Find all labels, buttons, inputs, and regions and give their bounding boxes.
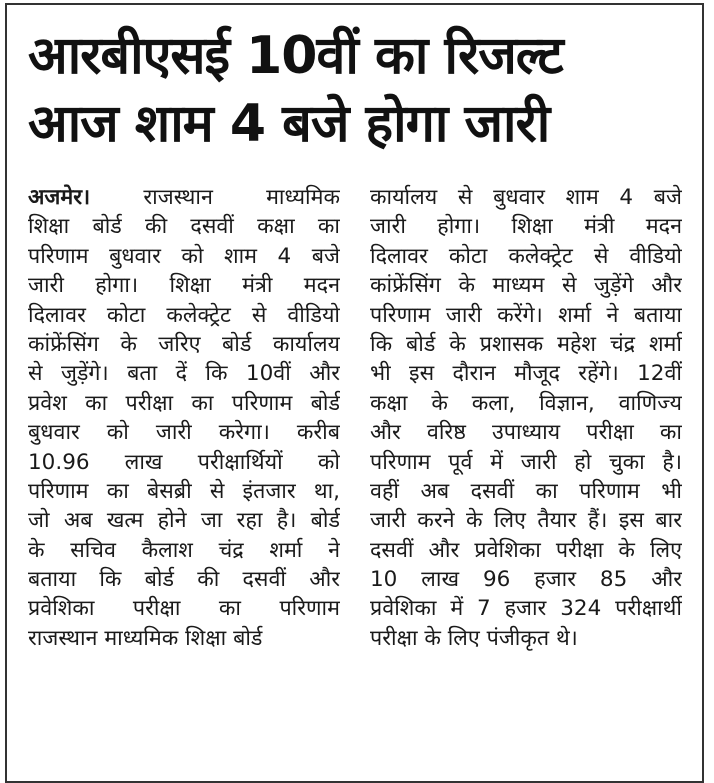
- text-line: [28, 565, 340, 594]
- text-line-content: प्रवेश का परीक्षा का परिणाम बोर्ड: [28, 390, 340, 416]
- text-line: [28, 242, 340, 271]
- text-line: [28, 330, 340, 359]
- text-line: [370, 212, 682, 241]
- text-line-content: परिणाम जारी करेंगे। शर्मा ने बताया: [370, 302, 682, 328]
- text-line: [370, 624, 682, 653]
- text-line-content: दिलावर कोटा कलेक्ट्रेट से वीडियो: [370, 243, 682, 269]
- text-line: [28, 594, 340, 623]
- text-line-content: कार्यालय से बुधवार शाम 4 बजे: [370, 185, 682, 210]
- text-line: [370, 418, 682, 447]
- text-line: [28, 212, 340, 241]
- text-line-content: दिलावर कोटा कलेक्ट्रेट से वीडियो: [28, 302, 340, 328]
- text-line: [28, 624, 340, 653]
- text-line: [28, 536, 340, 565]
- text-line-content: राजस्थान माध्यमिक: [90, 185, 340, 210]
- text-line: [370, 506, 682, 535]
- text-line-content: परीक्षा के लिए पंजीकृत थे।: [370, 625, 578, 651]
- text-line-content: प्रवेशिका में 7 हजार 324 परीक्षार्थी: [370, 596, 682, 622]
- text-line-content: 10.96 लाख परीक्षार्थियों को: [28, 449, 340, 475]
- text-line: [28, 183, 340, 212]
- text-line-content: और वरिष्ठ उपाध्याय परीक्षा का: [370, 420, 682, 446]
- text-line: [28, 271, 340, 300]
- text-line: [370, 271, 682, 300]
- headline-line-1: आरबीएसई 10वीं का रिजल्ट: [28, 26, 563, 86]
- headline: [28, 22, 688, 158]
- text-line: [28, 359, 340, 388]
- text-line-content: शिक्षा बोर्ड की दसवीं कक्षा का: [28, 214, 340, 240]
- text-line-content: कि बोर्ड के प्रशासक महेश चंद्र शर्मा: [370, 331, 682, 357]
- text-line-content: के सचिव कैलाश चंद्र शर्मा ने: [28, 537, 340, 563]
- text-line: [370, 536, 682, 565]
- text-line: [28, 477, 340, 506]
- text-line: [28, 389, 340, 418]
- text-line-content: कक्षा के कला, विज्ञान, वाणिज्य: [370, 390, 682, 416]
- headline-line-2: आज शाम 4 बजे होगा जारी: [28, 94, 550, 154]
- text-line: [370, 330, 682, 359]
- article-column-right: [370, 183, 682, 653]
- text-line: [370, 389, 682, 418]
- text-line-content: जारी करने के लिए तैयार हैं। इस बार: [370, 508, 682, 534]
- article-column-left: [28, 183, 340, 653]
- text-line-content: कांफ्रेंसिंग के जरिए बोर्ड कार्यालय: [28, 331, 340, 357]
- text-line-content: परिणाम का बेसब्री से इंतजार था,: [28, 478, 340, 504]
- text-line: [370, 448, 682, 477]
- text-line: [370, 565, 682, 594]
- text-line-content: जो अब खत्म होने जा रहा है। बोर्ड: [28, 508, 340, 534]
- text-line: [370, 242, 682, 271]
- text-line: [370, 301, 682, 330]
- text-line-content: प्रवेशिका परीक्षा का परिणाम: [28, 596, 340, 622]
- text-line: [28, 448, 340, 477]
- text-line-content: जारी होगा। शिक्षा मंत्री मदन: [370, 214, 682, 240]
- text-line-content: बताया कि बोर्ड की दसवीं और: [28, 567, 340, 593]
- text-line-content: बुधवार को जारी करेगा। करीब: [28, 420, 340, 446]
- text-line-content: 10 लाख 96 हजार 85 और: [370, 567, 682, 593]
- text-line: [28, 506, 340, 535]
- text-line-content: परिणाम पूर्व में जारी हो चुका है।: [370, 449, 682, 475]
- text-line-content: भी इस दौरान मौजूद रहेंगे। 12वीं: [370, 361, 682, 387]
- text-line-content: राजस्थान माध्यमिक शिक्षा बोर्ड: [28, 625, 263, 651]
- text-line-content: कांफ्रेंसिंग के माध्यम से जुड़ेंगे और: [370, 273, 682, 299]
- text-line-content: दसवीं और प्रवेशिका परीक्षा के लिए: [370, 537, 682, 563]
- text-line: [370, 477, 682, 506]
- text-line: [370, 183, 682, 212]
- text-line: [370, 594, 682, 623]
- text-line-content: से जुड़ेंगे। बता दें कि 10वीं और: [28, 361, 340, 387]
- text-line: [28, 418, 340, 447]
- text-line-content: वहीं अब दसवीं का परिणाम भी: [370, 478, 682, 504]
- text-line: [370, 359, 682, 388]
- text-line-content: परिणाम बुधवार को शाम 4 बजे: [28, 243, 340, 269]
- text-line-content: जारी होगा। शिक्षा मंत्री मदन: [28, 273, 340, 299]
- text-line: [28, 301, 340, 330]
- dateline: अजमेर।: [28, 185, 91, 210]
